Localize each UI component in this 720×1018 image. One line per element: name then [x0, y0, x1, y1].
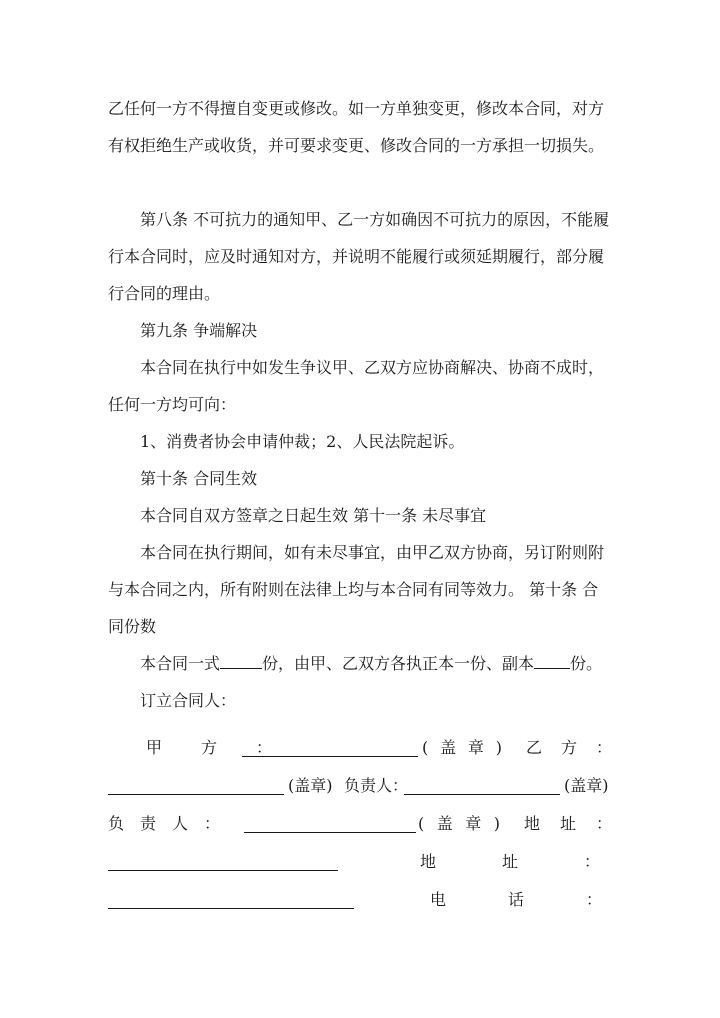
copies-text-3: 份。: [570, 654, 603, 673]
party-b-seal: (盖章): [288, 776, 333, 795]
party-b-responsible-label: 负责人：: [108, 814, 220, 833]
party-b-label: 乙方：: [526, 738, 612, 757]
sign-row-4: [108, 843, 612, 880]
copies-duplicate-blank[interactable]: [534, 646, 570, 669]
party-b-responsible-seal: (盖章): [418, 814, 500, 833]
clause-10-heading: 第十条 合同生效: [140, 469, 258, 488]
party-a-label: 甲方：: [146, 738, 272, 757]
party-a-seal: (盖章): [422, 738, 502, 757]
copies-original-blank[interactable]: [220, 646, 262, 669]
party-a-responsible-seal: (盖章): [564, 776, 609, 795]
address-a-label: 地址：: [524, 814, 612, 833]
party-a-blank[interactable]: [242, 755, 418, 757]
address-a-blank[interactable]: [108, 869, 338, 871]
phone-label: 电话：: [430, 890, 602, 909]
party-b-blank[interactable]: [108, 793, 284, 795]
clause-9-body: 本合同在执行中如发生争议甲、乙双方应协商解决、协商不成时，任何一方均可向：: [108, 358, 605, 414]
clause-10-body: 本合同自双方签章之日起生效 第十一条 未尽事宜: [140, 506, 487, 525]
sign-row-2: [108, 767, 612, 804]
copies-text-2: 份，由甲、乙双方各执正本一份、副本: [262, 654, 535, 673]
clause-7-continuation: 乙任何一方不得擅自变更或修改。如一方单独变更，修改本合同，对方有权拒绝生产或收货，并可要求变更、修改合同的一方承担一切损失。: [108, 99, 605, 155]
address-b-label: 地址：: [420, 852, 600, 871]
copies-text-1: 本合同一式: [140, 654, 221, 673]
copies-line: [108, 645, 612, 682]
dispute-options: 1、消费者协会申请仲裁；2、人民法院起诉。: [140, 432, 465, 451]
party-b-responsible-blank[interactable]: [244, 831, 416, 833]
address-b-blank[interactable]: [108, 907, 354, 909]
signatories-heading: 订立合同人：: [140, 691, 237, 710]
clause-9-heading: 第九条 争端解决: [140, 321, 258, 340]
clause-8-force-majeure: 第八条 不可抗力的通知甲、乙一方如确因不可抗力的原因，不能履行本合同时，应及时通知对方，并说明不能履行或须延期履行，部分履行合同的理由。: [108, 210, 610, 303]
party-a-responsible-label: 负责人：: [344, 776, 409, 795]
sign-row-5: [108, 881, 612, 918]
sign-row-1: [108, 729, 612, 766]
clause-11-body: 本合同在执行期间，如有未尽事宜，由甲乙双方协商，另订附则附与本合同之内，所有附则在法律上均与本合同有同等效力。 第十条 合同份数: [108, 543, 605, 636]
party-a-responsible-blank[interactable]: [404, 793, 560, 795]
sign-row-3: [108, 805, 612, 842]
